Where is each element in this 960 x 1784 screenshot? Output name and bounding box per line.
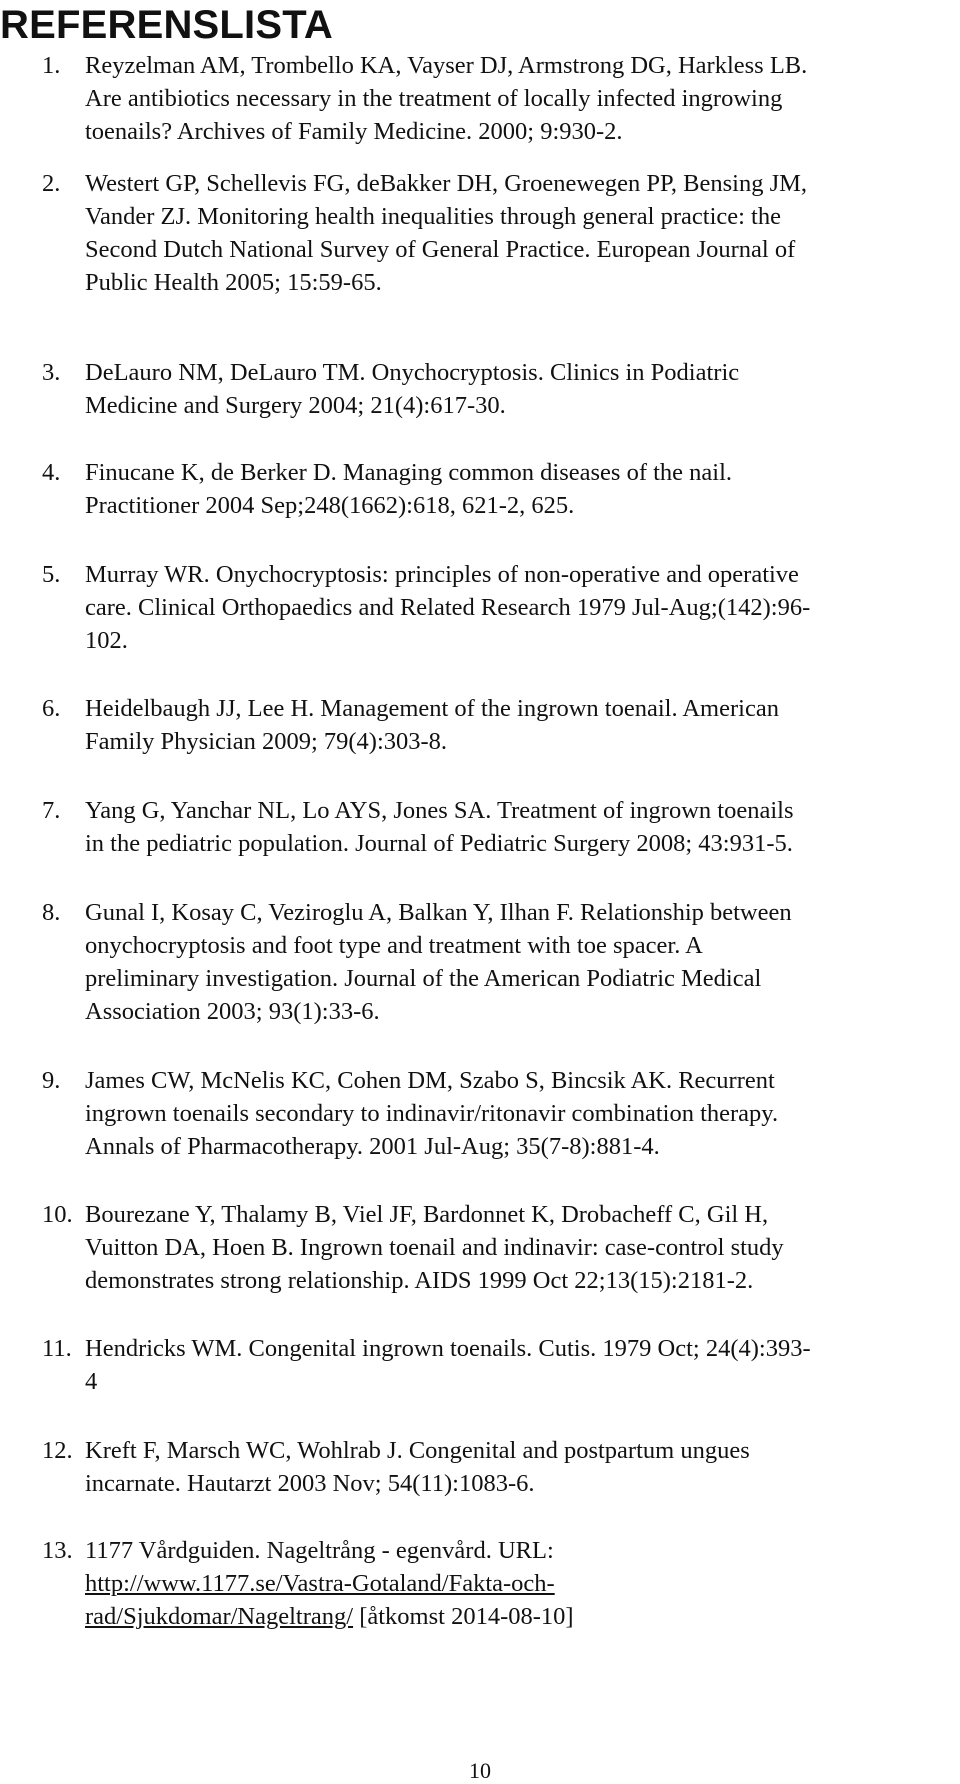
reference-line: onychocryptosis and foot type and treatment with toe spacer. A — [85, 932, 703, 959]
reference-line: Family Physician 2009; 79(4):303-8. — [85, 728, 448, 755]
reference-line: Association 2003; 93(1):33-6. — [85, 998, 380, 1025]
reference-number: 7. — [42, 797, 61, 824]
reference-line: Public Health 2005; 15:59-65. — [85, 269, 382, 296]
reference-line: James CW, McNelis KC, Cohen DM, Szabo S, Bincsik AK. Recurrent — [85, 1067, 775, 1094]
reference-item-5 — [42, 558, 942, 657]
reference-item-2 — [42, 167, 942, 299]
reference-item-6 — [42, 692, 942, 758]
reference-line — [85, 1600, 942, 1633]
reference-line: Heidelbaugh JJ, Lee H. Management of the ingrown toenail. American — [85, 695, 779, 722]
reference-item-12 — [42, 1434, 942, 1500]
reference-line: incarnate. Hautarzt 2003 Nov; 54(11):1083-6. — [85, 1470, 535, 1497]
reference-line: care. Clinical Orthopaedics and Related Research 1979 Jul-Aug;(142):96- — [85, 594, 811, 621]
reference-line: demonstrates strong relationship. AIDS 1999 Oct 22;13(15):2181-2. — [85, 1267, 754, 1294]
reference-text — [85, 794, 942, 860]
reference-line: Practitioner 2004 Sep;248(1662):618, 621-2, 625. — [85, 492, 575, 519]
reference-line: toenails? Archives of Family Medicine. 2000; 9:930-2. — [85, 118, 623, 145]
page-heading: REFERENSLISTA — [0, 3, 333, 47]
reference-number: 2. — [42, 170, 61, 197]
reference-text — [85, 456, 942, 522]
reference-line: Medicine and Surgery 2004; 21(4):617-30. — [85, 392, 506, 419]
reference-line: Gunal I, Kosay C, Veziroglu A, Balkan Y, Ilhan F. Relationship between — [85, 899, 792, 926]
reference-number: 10. — [42, 1201, 73, 1228]
reference-line: Annals of Pharmacotherapy. 2001 Jul-Aug; 35(7-8):881-4. — [85, 1133, 660, 1160]
reference-line: Murray WR. Onychocryptosis: principles of non-operative and operative — [85, 561, 799, 588]
reference-line: Kreft F, Marsch WC, Wohlrab J. Congenital and postpartum ungues — [85, 1437, 750, 1464]
reference-item-3 — [42, 356, 942, 422]
reference-item-4 — [42, 456, 942, 522]
reference-line: Second Dutch National Survey of General Practice. European Journal of — [85, 236, 796, 263]
reference-line: ingrown toenails secondary to indinavir/ritonavir combination therapy. — [85, 1100, 779, 1127]
reference-line: in the pediatric population. Journal of Pediatric Surgery 2008; 43:931-5. — [85, 830, 793, 857]
reference-number: 4. — [42, 459, 61, 486]
reference-line: Finucane K, de Berker D. Managing common diseases of the nail. — [85, 459, 733, 486]
reference-line: Reyzelman AM, Trombello KA, Vayser DJ, Armstrong DG, Harkless LB. — [85, 52, 808, 79]
reference-line: Westert GP, Schellevis FG, deBakker DH, Groenewegen PP, Bensing JM, — [85, 170, 808, 197]
reference-line: Vander ZJ. Monitoring health inequalities through general practice: the — [85, 203, 781, 230]
reference-line: Hendricks WM. Congenital ingrown toenails. Cutis. 1979 Oct; 24(4):393- — [85, 1335, 811, 1362]
page-number: 10 — [469, 1758, 491, 1783]
reference-number: 11. — [42, 1335, 72, 1362]
reference-number: 8. — [42, 899, 61, 926]
reference-text — [85, 167, 942, 299]
reference-number: 1. — [42, 52, 61, 79]
reference-url-link[interactable]: rad/Sjukdomar/Nageltrang/ — [85, 1603, 354, 1630]
reference-line: Are antibiotics necessary in the treatment of locally infected ingrowing — [85, 85, 783, 112]
reference-line: 4 — [85, 1368, 98, 1395]
reference-text — [85, 356, 942, 422]
reference-text — [85, 1198, 942, 1297]
reference-text — [85, 558, 942, 657]
reference-item-1 — [42, 49, 942, 148]
reference-text — [85, 896, 942, 1028]
reference-number: 12. — [42, 1437, 73, 1464]
reference-line: Yang G, Yanchar NL, Lo AYS, Jones SA. Treatment of ingrown toenails — [85, 797, 794, 824]
reference-line: Vuitton DA, Hoen B. Ingrown toenail and indinavir: case-control study — [85, 1234, 784, 1261]
reference-text — [85, 49, 942, 148]
reference-line: preliminary investigation. Journal of the American Podiatric Medical — [85, 965, 762, 992]
reference-text — [85, 1434, 942, 1500]
reference-number: 3. — [42, 359, 61, 386]
reference-number: 6. — [42, 695, 61, 722]
reference-text — [85, 1332, 942, 1398]
reference-item-13 — [42, 1534, 942, 1633]
reference-item-7 — [42, 794, 942, 860]
reference-line: Bourezane Y, Thalamy B, Viel JF, Bardonnet K, Drobacheff C, Gil H, — [85, 1201, 769, 1228]
reference-text — [85, 1064, 942, 1163]
reference-text — [85, 1534, 942, 1633]
reference-url-link[interactable]: http://www.1177.se/Vastra-Gotaland/Fakta-och- — [85, 1570, 555, 1597]
reference-item-10 — [42, 1198, 942, 1297]
reference-item-9 — [42, 1064, 942, 1163]
reference-text — [85, 692, 942, 758]
reference-line — [85, 1567, 942, 1600]
reference-number: 9. — [42, 1067, 61, 1094]
reference-line: 1177 Vårdguiden. Nageltrång - egenvård. URL: — [85, 1537, 554, 1564]
access-date-note: [åtkomst 2014-08-10] — [353, 1603, 574, 1630]
reference-line: 102. — [85, 627, 128, 654]
reference-item-11 — [42, 1332, 942, 1398]
reference-number: 13. — [42, 1537, 73, 1564]
reference-number: 5. — [42, 561, 61, 588]
reference-line: DeLauro NM, DeLauro TM. Onychocryptosis. Clinics in Podiatric — [85, 359, 740, 386]
reference-item-8 — [42, 896, 942, 1028]
